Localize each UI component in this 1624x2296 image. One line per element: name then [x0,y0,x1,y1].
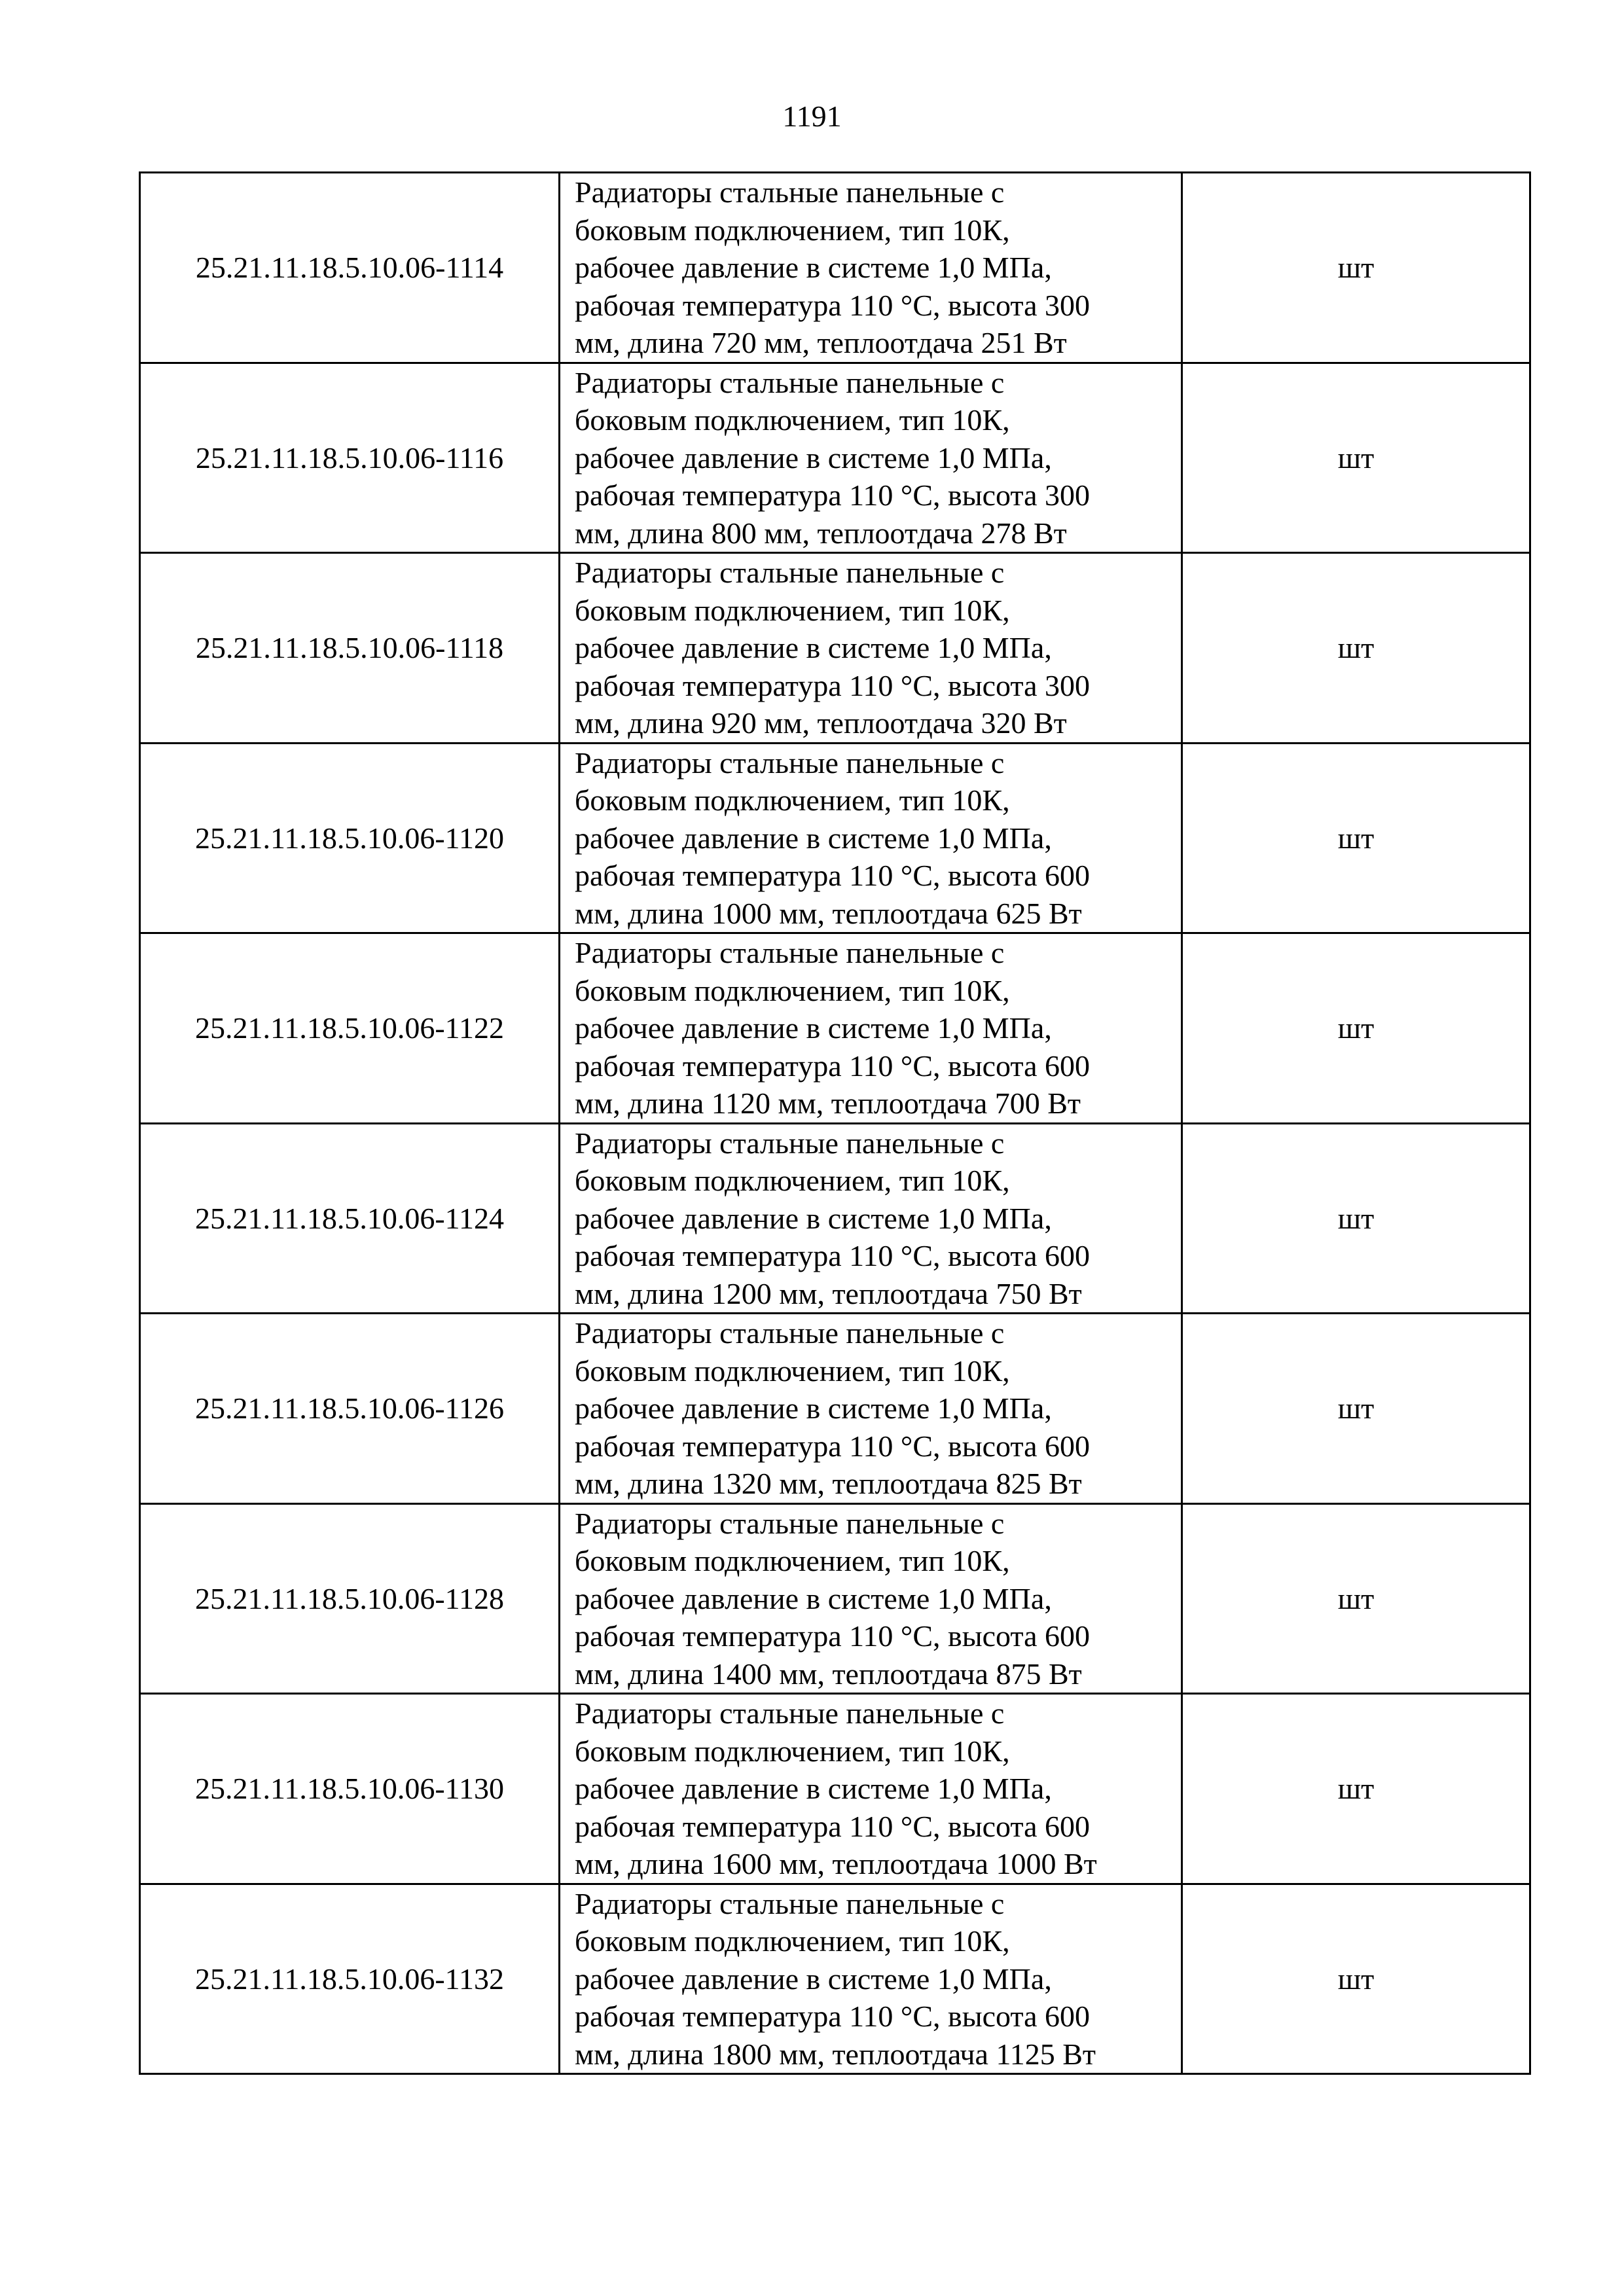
description-line: Радиаторы стальные панельные с [575,365,1005,399]
table-body [140,173,1530,2074]
resource-code: 25.21.11.18.5.10.06-1128 [140,1503,560,1694]
unit-of-measure: шт [1182,1123,1530,1314]
description-line: боковым подключением, тип 10К, [575,403,1010,437]
description-line: мм, длина 1200 мм, теплоотдача 750 Вт [575,1276,1082,1310]
description-line: боковым подключением, тип 10К, [575,1164,1010,1197]
resource-code: 25.21.11.18.5.10.06-1124 [140,1123,560,1314]
resource-code: 25.21.11.18.5.10.06-1120 [140,743,560,933]
resource-description [560,363,1182,553]
resource-description [560,1503,1182,1694]
description-line: Радиаторы стальные панельные с [575,1506,1005,1540]
description-line: боковым подключением, тип 10К, [575,1354,1010,1388]
resource-code: 25.21.11.18.5.10.06-1114 [140,173,560,363]
resource-code: 25.21.11.18.5.10.06-1116 [140,363,560,553]
description-line: мм, длина 800 мм, теплоотдача 278 Вт [575,516,1067,550]
resource-code: 25.21.11.18.5.10.06-1122 [140,933,560,1124]
description-line: рабочая температура 110 °С, высота 600 [575,859,1091,892]
description-line: рабочая температура 110 °С, высота 600 [575,1809,1091,1843]
resource-description [560,1314,1182,1504]
description-line: рабочая температура 110 °С, высота 600 [575,1619,1091,1653]
description-line: рабочее давление в системе 1,0 МПа, [575,631,1052,664]
description-line: рабочая температура 110 °С, высота 600 [575,1429,1091,1463]
description-line: боковым подключением, тип 10К, [575,973,1010,1007]
table-row [140,1694,1530,1884]
table-row [140,933,1530,1124]
description-line: Радиаторы стальные панельные с [575,745,1005,780]
description-line: мм, длина 1800 мм, теплоотдача 1125 Вт [575,2037,1096,2071]
description-line: боковым подключением, тип 10К, [575,783,1010,817]
description-line: рабочая температура 110 °С, высота 600 [575,2000,1091,2033]
description-line: Радиаторы стальные панельные с [575,936,1005,969]
description-line: Радиаторы стальные панельные с [575,556,1005,589]
description-line: Радиаторы стальные панельные с [575,175,1005,209]
description-line: Радиаторы стальные панельные с [575,1316,1005,1350]
resource-description [560,173,1182,363]
unit-of-measure: шт [1182,363,1530,553]
unit-of-measure: шт [1182,1503,1530,1694]
table-row [140,743,1530,933]
resource-code: 25.21.11.18.5.10.06-1130 [140,1694,560,1884]
table-row [140,1503,1530,1694]
description-line: рабочая температура 110 °С, высота 600 [575,1239,1091,1272]
description-line: рабочее давление в системе 1,0 МПа, [575,1201,1052,1235]
description-line: Радиаторы стальные панельные с [575,1886,1005,1920]
resource-description [560,1884,1182,2074]
description-line: боковым подключением, тип 10К, [575,1924,1010,1958]
page-number: 1191 [782,99,842,133]
description-line: рабочее давление в системе 1,0 МПа, [575,1581,1052,1615]
resource-code: 25.21.11.18.5.10.06-1132 [140,1884,560,2074]
description-line: мм, длина 1000 мм, теплоотдача 625 Вт [575,896,1082,930]
description-line: Радиаторы стальные панельные с [575,1696,1005,1730]
description-line: мм, длина 1600 мм, теплоотдача 1000 Вт [575,1847,1097,1880]
unit-of-measure: шт [1182,173,1530,363]
description-line: мм, длина 1120 мм, теплоотдача 700 Вт [575,1086,1081,1120]
description-line: Радиаторы стальные панельные с [575,1126,1005,1160]
description-line: боковым подключением, тип 10К, [575,1734,1010,1768]
description-line: рабочее давление в системе 1,0 МПа, [575,1772,1052,1805]
resource-description [560,553,1182,744]
resource-description [560,1123,1182,1314]
description-line: боковым подключением, тип 10К, [575,593,1010,627]
description-line: рабочая температура 110 °С, высота 300 [575,668,1091,702]
description-line: мм, длина 920 мм, теплоотдача 320 Вт [575,706,1067,740]
description-line: рабочее давление в системе 1,0 МПа, [575,251,1052,284]
unit-of-measure: шт [1182,553,1530,744]
table-row [140,1884,1530,2074]
description-line: мм, длина 1320 мм, теплоотдача 825 Вт [575,1467,1082,1500]
unit-of-measure: шт [1182,1314,1530,1504]
description-line: мм, длина 1400 мм, теплоотдача 875 Вт [575,1657,1082,1691]
description-line: рабочая температура 110 °С, высота 300 [575,478,1091,512]
description-line: боковым подключением, тип 10К, [575,1544,1010,1577]
description-line: мм, длина 720 мм, теплоотдача 251 Вт [575,326,1067,359]
table-row [140,1314,1530,1504]
unit-of-measure: шт [1182,1884,1530,2074]
description-line: рабочая температура 110 °С, высота 300 [575,288,1091,322]
resource-code: 25.21.11.18.5.10.06-1118 [140,553,560,744]
description-line: рабочая температура 110 °С, высота 600 [575,1049,1091,1083]
unit-of-measure: шт [1182,1694,1530,1884]
description-line: рабочее давление в системе 1,0 МПа, [575,440,1052,475]
resource-description [560,743,1182,933]
description-line: рабочее давление в системе 1,0 МПа, [575,1962,1052,1996]
unit-of-measure: шт [1182,933,1530,1124]
description-line: рабочее давление в системе 1,0 МПа, [575,1391,1052,1425]
unit-of-measure: шт [1182,743,1530,933]
description-line: рабочее давление в системе 1,0 МПа, [575,1011,1052,1045]
table-row [140,553,1530,744]
description-line: рабочее давление в системе 1,0 МПа, [575,821,1052,855]
resource-table [139,171,1531,2075]
resource-description [560,1694,1182,1884]
resource-code: 25.21.11.18.5.10.06-1126 [140,1314,560,1504]
table-row [140,173,1530,363]
table-row [140,363,1530,553]
table-row [140,1123,1530,1314]
resource-description [560,933,1182,1124]
description-line: боковым подключением, тип 10К, [575,213,1010,247]
